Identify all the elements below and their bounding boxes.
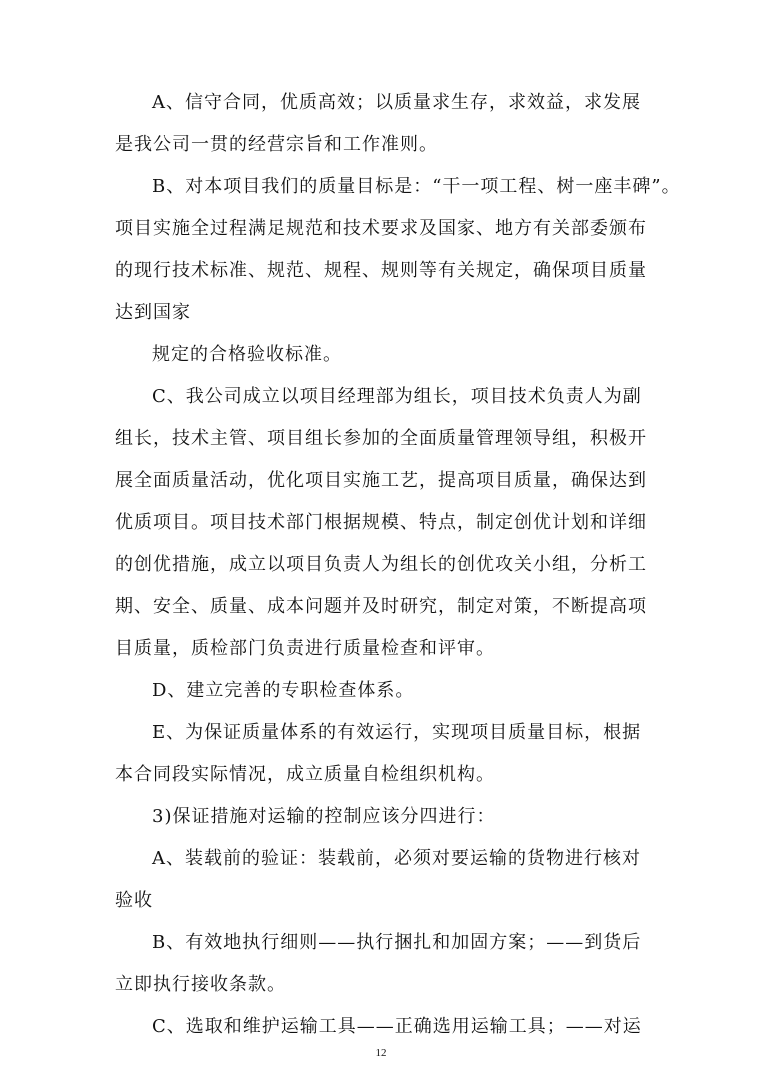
text-line: 3)保证措施对运输的控制应该分四进行：	[152, 806, 496, 827]
page-number: 12	[375, 1047, 387, 1059]
text-line: 的现行技术标准、规范、规程、规则等有关规定，确保项目质量	[115, 260, 647, 281]
text-line: A、装载前的验证：装载前，必须对要运输的货物进行核对	[152, 848, 641, 869]
text-line: A、信守合同，优质高效；以质量求生存，求效益，求发展	[152, 92, 641, 113]
text-line: 本合同段实际情况，成立质量自检组织机构。	[115, 764, 495, 785]
text-line: 达到国家	[115, 302, 191, 323]
text-line: C、我公司成立以项目经理部为组长，项目技术负责人为副	[152, 386, 642, 407]
text-line: 目质量，质检部门负责进行质量检查和评审。	[115, 638, 495, 659]
text-line: 验收	[115, 890, 153, 911]
text-line: B、有效地执行细则——执行捆扎和加固方案；——到货后	[152, 932, 642, 953]
text-line: E、为保证质量体系的有效运行，实现项目质量目标，根据	[152, 722, 642, 743]
text-line: C、选取和维护运输工具——正确选用运输工具；——对运	[152, 1016, 642, 1037]
text-line: 展全面质量活动，优化项目实施工艺，提高项目质量，确保达到	[115, 470, 647, 491]
text-line: 的创优措施，成立以项目负责人为组长的创优攻关小组，分析工	[115, 554, 647, 575]
text-line: D、建立完善的专职检查体系。	[152, 680, 415, 701]
text-line: 组长，技术主管、项目组长参加的全面质量管理领导组，积极开	[115, 428, 647, 449]
text-line: 规定的合格验收标准。	[152, 344, 342, 365]
text-line: 是我公司一贯的经营宗旨和工作准则。	[115, 134, 438, 155]
text-line: 优质项目。项目技术部门根据规模、特点，制定创优计划和详细	[115, 512, 647, 533]
text-line: 立即执行接收条款。	[115, 974, 286, 995]
text-line: 项目实施全过程满足规范和技术要求及国家、地方有关部委颁布	[115, 218, 647, 239]
text-line: B、对本项目我们的质量目标是：“干一项工程、树一座丰碑”。	[152, 176, 681, 197]
text-line: 期、安全、质量、成本问题并及时研究，制定对策，不断提高项	[115, 596, 647, 617]
